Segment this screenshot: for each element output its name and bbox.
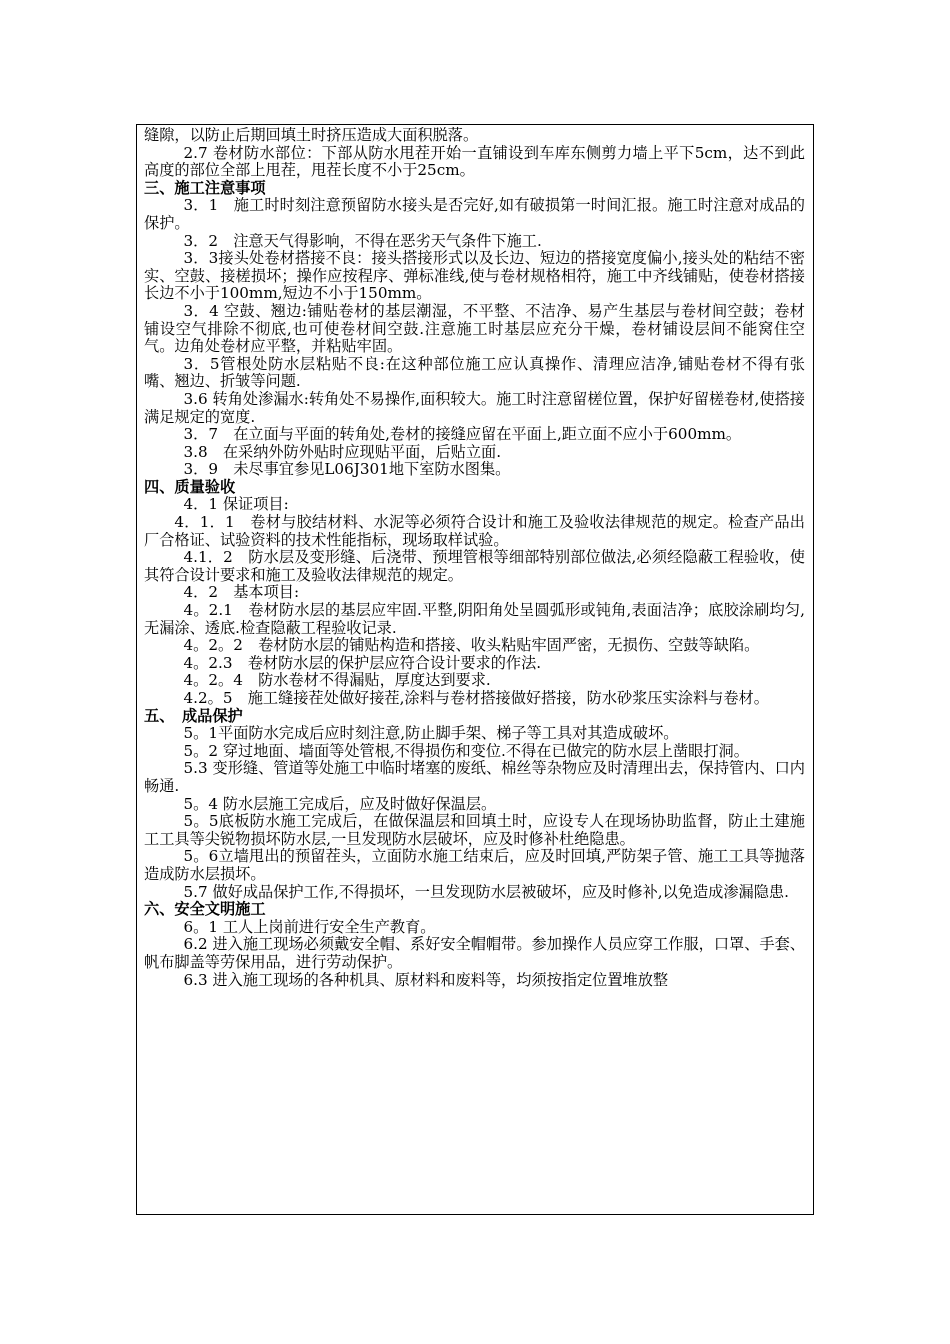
paragraph: 5.3 变形缝、管道等处施工中临时堵塞的废纸、棉丝等杂物应及时清理出去，保持管内、口内畅通. — [144, 759, 805, 795]
section-heading: 三、施工注意事项 — [144, 178, 266, 197]
paragraph: 缝隙，以防止后期回填土时挤压造成大面积脱落。 — [144, 126, 479, 144]
paragraph: 4.1．2 防水层及变形缝、后浇带、预埋管根等细部特别部位做法,必须经隐蔽工程验收，使其符合设计要求和施工及验收法律规范的规定。 — [144, 548, 805, 584]
paragraph: 4。2。2 卷材防水层的铺贴构造和搭接、收头粘贴牢固严密，无损伤、空鼓等缺陷。 — [183, 636, 760, 655]
paragraph: 5。2 穿过地面、墙面等处管根,不得损伤和变位.不得在已做完的防水层上凿眼打洞。 — [183, 741, 749, 760]
document-body — [137, 125, 813, 989]
paragraph: 4。2.3 卷材防水层的保护层应符合设计要求的作法. — [183, 653, 542, 672]
paragraph: 3.6 转角处渗漏水:转角处不易操作,面积较大。施工时注意留槎位置，保护好留槎卷材,使搭接满足规定的宽度. — [144, 389, 805, 426]
paragraph: 3．3接头处卷材搭接不良：接头搭接形式以及长边、短边的搭接宽度偏小,接头处的粘结不密实、空鼓、接槎损坏；操作应按程序、弹标准线,使与卷材规格相符，施工中齐线铺贴，使卷材搭接长边不小于100mm,短边不小于150mm。 — [144, 249, 805, 303]
paragraph: 5。5底板防水施工完成后，在做保温层和回填土时，应设专人在现场协助监督，防止土建施工工具等尖锐物损坏防水层,一旦发现防水层破坏，应及时修补杜绝隐患。 — [144, 812, 805, 848]
paragraph: 2.7 卷材防水部位：下部从防水甩茬开始一直铺设到车库东侧剪力墙上平下5cm，达不到此高度的部位全部上甩茬，甩茬长度不小于25cm。 — [144, 143, 805, 180]
paragraph: 3．9 未尽事宜参见L06J301地下室防水图集。 — [183, 460, 511, 479]
paragraph: 5。6立墙甩出的预留茬头，立面防水施工结束后，应及时回填,严防架子管、施工工具等抛落造成防水层损坏。 — [144, 847, 805, 883]
paragraph: 4．2 基本项目: — [183, 583, 300, 602]
section-heading: 六、安全文明施工 — [144, 900, 266, 919]
paragraph: 3．5管根处防水层粘贴不良:在这种部位施工应认真操作、清理应洁净,铺贴卷材不得有张嘴、翘边、折皱等问题. — [144, 354, 805, 391]
paragraph: 3．7 在立面与平面的转角处,卷材的接缝应留在平面上,距立面不应小于600mm。 — [183, 425, 742, 444]
paragraph: 5。1平面防水完成后应时刻注意,防止脚手架、梯子等工具对其造成破坏。 — [183, 724, 679, 743]
paragraph: 4．1．1 卷材与胶结材料、水泥等必须符合设计和施工及验收法律规范的规定。检查产品出厂合格证、试验资料的技术性能指标，现场取样试验。 — [144, 513, 805, 549]
paragraph: 4。2。4 防水卷材不得漏贴，厚度达到要求. — [183, 671, 491, 690]
paragraph: 6。1 工人上岗前进行安全生产教育。 — [183, 917, 436, 936]
paragraph: 3．1 施工时时刻注意预留防水接头是否完好,如有破损第一时间汇报。施工时注意对成品的保护。 — [144, 196, 805, 232]
paragraph: 3．4 空鼓、翘边:铺贴卷材的基层潮湿，不平整、不洁净、易产生基层与卷材间空鼓；卷材铺设空气排除不彻底,也可使卷材间空鼓.注意施工时基层应充分干燥，卷材铺设层间不能窝住空气。边角处卷材应平整，并粘贴牢固。 — [144, 301, 805, 356]
document-table-cell — [136, 124, 814, 1215]
paragraph: 5.7 做好成品保护工作,不得损坏，一旦发现防水层被破坏，应及时修补,以免造成渗漏隐患. — [183, 882, 789, 901]
paragraph: 4．1 保证项目: — [183, 495, 289, 514]
paragraph: 4.2。5 施工缝接茬处做好接茬,涂料与卷材搭接做好搭接，防水砂浆压实涂料与卷材。 — [183, 689, 769, 707]
paragraph: 5。4 防水层施工完成后，应及时做好保温层。 — [183, 794, 497, 813]
paragraph: 3.8 在采纳外防外贴时应现贴平面，后贴立面. — [183, 442, 502, 461]
paragraph: 3．2 注意天气得影响，不得在恶劣天气条件下施工. — [183, 231, 542, 250]
paragraph: 6.3 进入施工现场的各种机具、原材料和废料等，均须按指定位置堆放整 — [183, 970, 669, 989]
paragraph: 4。2.1 卷材防水层的基层应牢固.平整,阴阳角处呈圆弧形或钝角,表面洁净；底胶涂刷均匀,无漏涂、透底.检查隐蔽工程验收记录. — [144, 601, 805, 637]
paragraph: 6.2 进入施工现场必须戴安全帽、系好安全帽帽带。参加操作人员应穿工作服，口罩、手套、帆布脚盖等劳保用品，进行劳动保护。 — [144, 935, 805, 971]
section-heading: 四、质量验收 — [144, 477, 236, 496]
section-heading: 五、 成品保护 — [144, 706, 243, 725]
